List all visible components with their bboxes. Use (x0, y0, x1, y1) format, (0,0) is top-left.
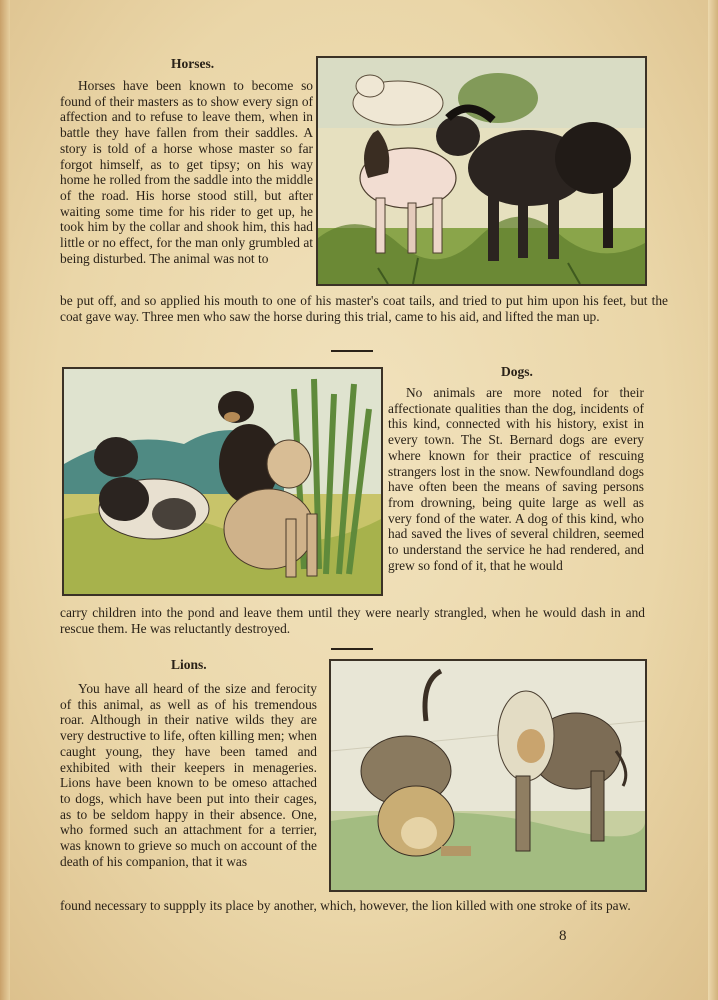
horses-heading: Horses. (171, 56, 215, 71)
dogs-heading: Dogs. (501, 364, 533, 379)
lions-text-bottom: found necessary to suppply its place by another, which, however, the lion killed with one stroke of its paw. (60, 898, 631, 913)
horses-text-bottom: be put off, and so applied his mouth to one of his master's coat tails, and tried to put him upon his feet, but the coat gave way. Three men who saw the horse during this trial, came to his aid, and lifted the man up. (60, 293, 668, 324)
dogs-text-bottom: carry children into the pond and leave them until they were nearly strangled, when he would dash in and rescue them. He was reluctantly destroyed. (60, 605, 645, 636)
lions-heading: Lions. (171, 657, 207, 672)
page-number: 8 (559, 928, 567, 944)
divider-rule-2 (331, 648, 373, 650)
lions-illustration (329, 659, 647, 892)
lions-text-top: You have all heard of the size and ferocity of this animal, as well as of his tremendous roar. Although in their native wilds they are very destructive to life, often killing men; when caught young, they have been tamed and exhibited with their keepers in menageries. Lions have been known to be omeso attached to dogs, which have been put into their cages, as to be seldom happy in their absence. One, who formed such an attachment for a terrier, was known to grieve so much on account of the death of his companion, that it was (60, 681, 317, 869)
page-right-edge (708, 0, 718, 1000)
lions-picture (331, 661, 645, 890)
horses-picture (318, 58, 645, 284)
divider-rule (331, 350, 373, 352)
horses-illustration (316, 56, 647, 286)
horses-text-top: Horses have been known to become so found of their masters as to show every sign of affection and to refuse to leave them, when in battle they have fallen from their saddles. A story is told of a horse whose master so far forgot himself, as to get tipsy; on his way home he rolled from the saddle into the middle of the road. His horse stood still, but after waiting some time for his rider to get up, he took him by the collar and shook him, this had little or no effect, for the man only grumbled at being disturbed. The animal was not to (60, 78, 313, 266)
dogs-illustration (62, 367, 383, 596)
dogs-picture (64, 369, 381, 594)
page-left-edge (0, 0, 10, 1000)
dogs-text-top: No animals are more noted for their affectionate qualities than the dog, incidents of this kind, connected with his history, exist in every town. The St. Bernard dogs are every where known for their practice of rescuing strangers lost in the snow. Newfoundland dogs have often been the means of saving persons from drowning, being quite large as well as very fond of the water. A dog of this kind, who had saved the lives of several children, seemed to understand the service he had rendered, and grew so fond of it, that he would (388, 385, 644, 573)
